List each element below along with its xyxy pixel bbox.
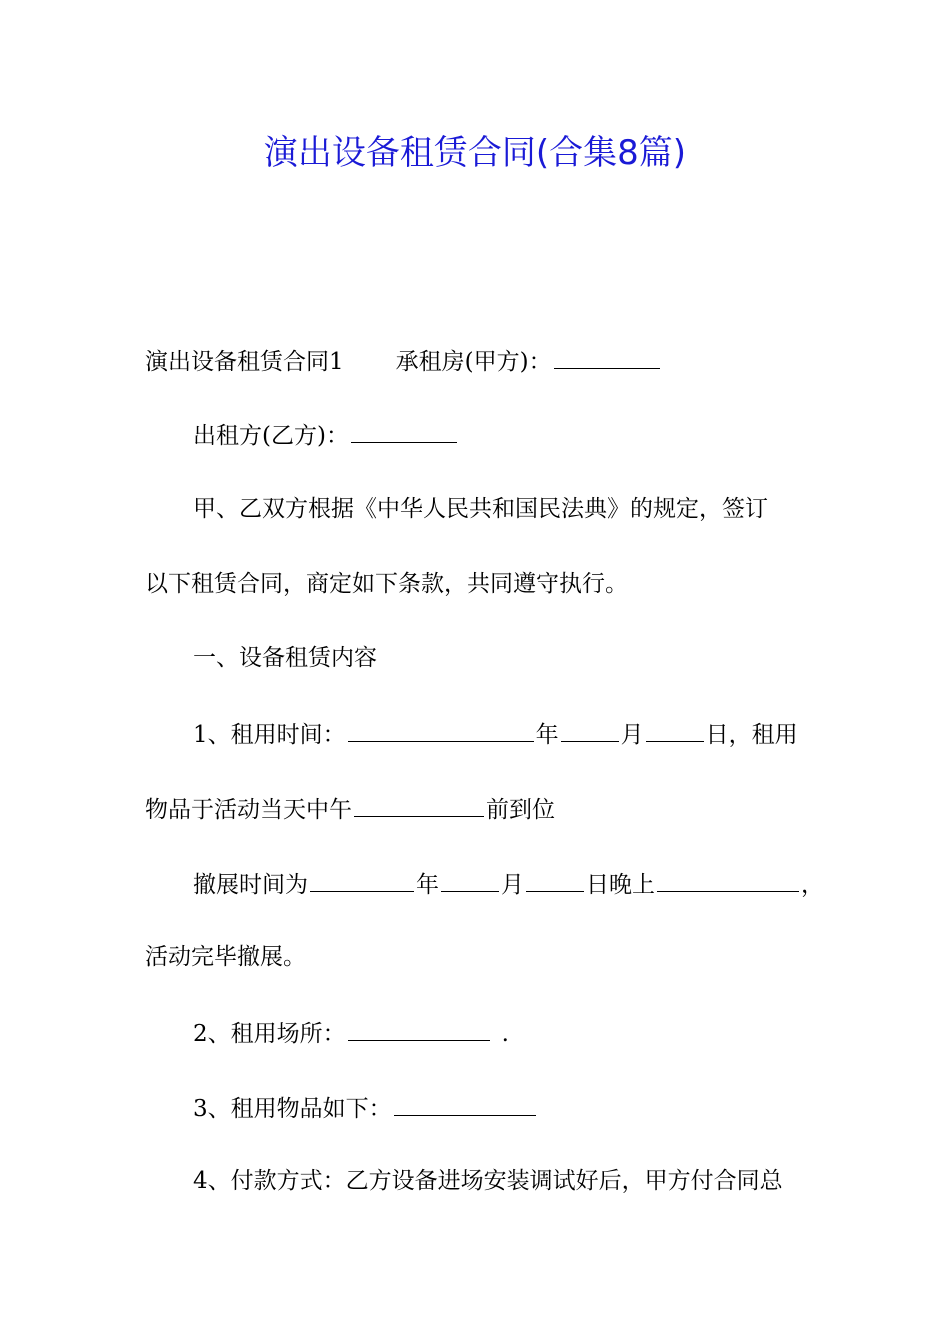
removal-evening-blank <box>657 863 799 892</box>
arrival-suffix: 前到位 <box>486 797 555 823</box>
punctuation: ， <box>801 872 824 898</box>
punctuation: . <box>501 1021 509 1047</box>
removal-day-blank <box>526 863 584 892</box>
contract-heading-line <box>145 340 662 382</box>
year-blank <box>348 713 534 742</box>
payment-line <box>193 1161 783 1201</box>
day-text: 日，租用 <box>705 722 798 748</box>
month-text: 月 <box>620 722 644 748</box>
arrival-line <box>145 788 555 830</box>
lessor-label: 出租方(乙方)： <box>193 423 349 449</box>
page-title: 演出设备租赁合同(合集8篇) <box>263 133 687 173</box>
paragraph-text: 甲、乙双方根据《中华人民共和国民法典》的规定，签订 <box>193 496 768 522</box>
arrival-text: 物品于活动当天中午 <box>145 797 352 823</box>
removal-time-label: 撤展时间为 <box>193 872 308 898</box>
removal-time-line <box>193 863 824 905</box>
lessor-line <box>193 414 459 456</box>
contract-number-text: 演出设备租赁合同1 <box>145 349 344 375</box>
rental-items-line <box>193 1087 538 1129</box>
rental-items-blank <box>394 1087 536 1116</box>
rental-place-label: 2、租用场所： <box>193 1021 346 1047</box>
rental-time-label: 1、租用时间： <box>193 722 346 748</box>
arrival-time-blank <box>354 788 484 817</box>
day-blank <box>646 713 704 742</box>
section-heading-text: 一、设备租赁内容 <box>193 645 377 671</box>
removal-day-text: 日晚上 <box>586 872 655 898</box>
year-text: 年 <box>535 722 559 748</box>
removal-year-text: 年 <box>416 872 439 898</box>
paragraph-text: 活动完毕撤展。 <box>145 944 306 970</box>
removal-month-blank <box>441 863 499 892</box>
rental-place-line <box>193 1012 509 1054</box>
removal-year-blank <box>310 863 414 892</box>
month-blank <box>561 713 619 742</box>
section-heading <box>193 638 377 678</box>
lessee-label: 承租房(甲方)： <box>395 349 552 375</box>
paragraph-text: 以下租赁合同，商定如下条款，共同遵守执行。 <box>145 571 628 597</box>
paragraph-line <box>145 564 628 604</box>
rental-items-label: 3、租用物品如下： <box>193 1096 392 1122</box>
payment-text: 4、付款方式：乙方设备进场安装调试好后，甲方付合同总 <box>193 1168 783 1194</box>
paragraph-line <box>193 489 768 529</box>
rental-time-line <box>193 713 798 755</box>
lessee-blank <box>554 340 660 369</box>
lessor-blank <box>351 414 457 443</box>
paragraph-line <box>145 937 306 977</box>
rental-place-blank <box>348 1012 490 1041</box>
removal-month-text: 月 <box>501 872 524 898</box>
